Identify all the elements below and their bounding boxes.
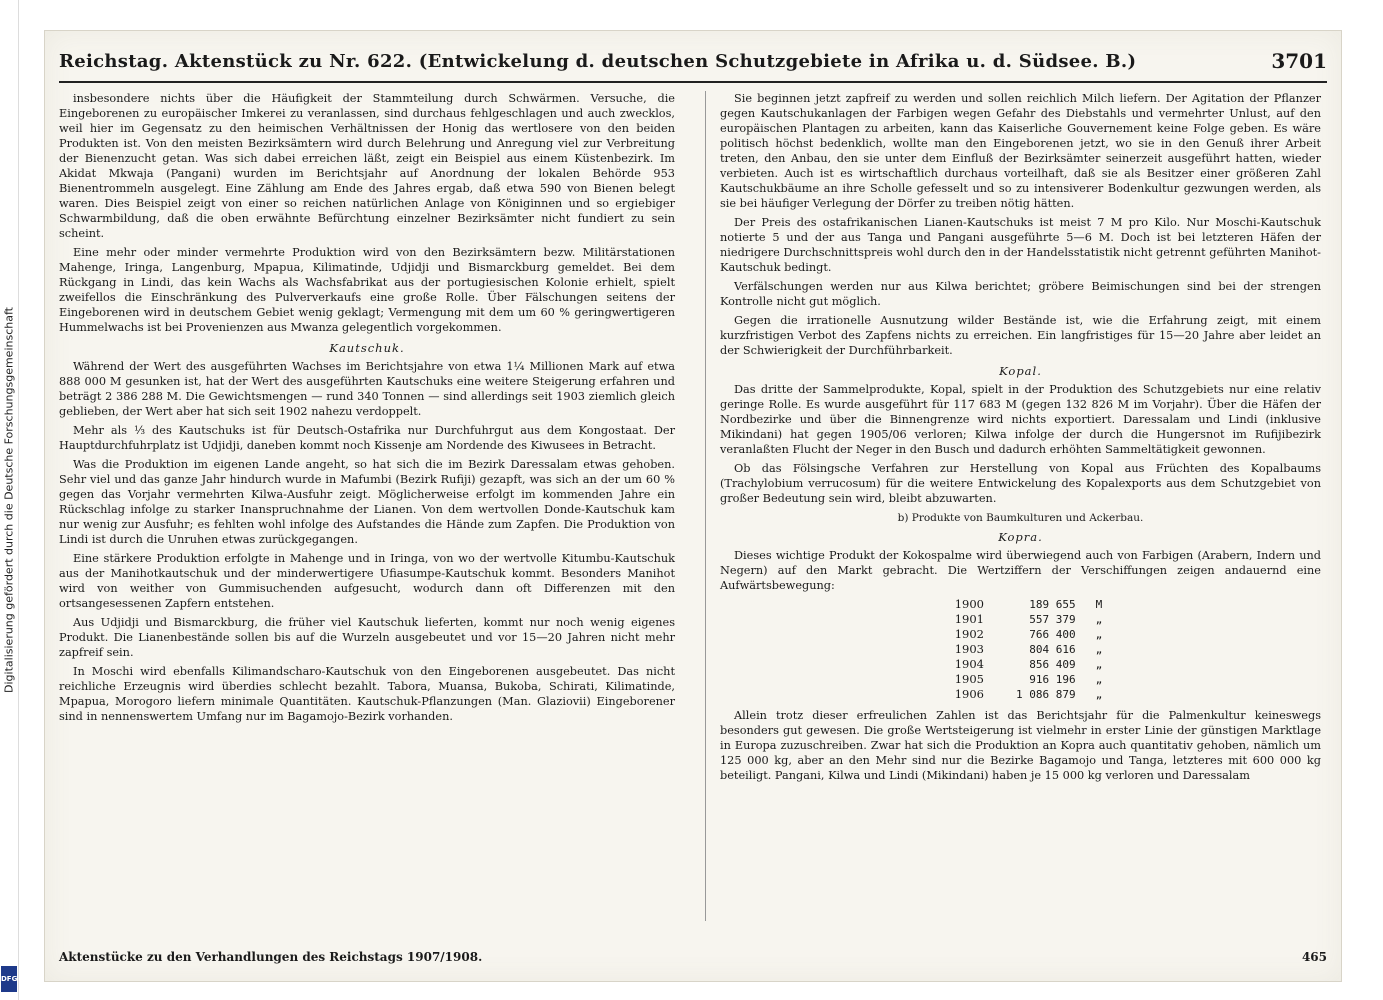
year-cell: 1901 (954, 612, 985, 626)
paragraph: Was die Produktion im eigenen Lande angeht, so hat sich die im Bezirk Daressalam etwas gehoben. Sehr viel und das ganze Jahr hindurch wurde in Mafumbi (Bezirk Rufiji) gezapft, was sich an der um 60 % gegen das Vorjahr vermehrten Kilwa-Ausfuhr zeigt. Möglicherweise erfolgt im kommenden Jahre ein Rückschlag infolge zu starker Inanspruchnahme der Lianen. Von dem wertvollen Donde-Kautschuk kam nur wenig zur Ausfuhr; es fehlten wohl infolge des Aufstandes die Hände zum Zapfen. Die Produktion von Lindi ist durch die Unruhen etwas zurückgegangen. (59, 458, 675, 546)
paragraph: insbesondere nichts über die Häufigkeit der Stammteilung durch Schwärmen. Versuche, die Eingeborenen zu europäischer Imkerei zu veranlassen, sind durchaus fehlgeschlagen und auch zwecklos, weil hier im Gegensatz zu den heimischen Verhältnissen der Honig das wertlosere von den beiden Produkten ist. Von den meisten Bezirksämtern wird durch Belehrung und Anregung viel zur Verbreitung der Bienenzucht getan. Was sich dabei erreichen läßt, zeigt ein Beispiel aus einem Küstenbezirk. Im Akidat Mkwaja (Pangani) wurden im Berichtsjahr auf Anordnung der lokalen Behörde 953 Bienentrommeln ausgelegt. Eine Zählung am Ende des Jahres ergab, daß etwa 590 von Bienen belegt waren. Dies Beispiel zeigt von einer so reichen natürlichen Anlage von Königinnen und so ergiebiger Schwarmbildung, daß die oben erwähnte Befürchtung einzelner Bezirksämter nicht fundiert zu sein scheint. (59, 92, 675, 240)
table-row (939, 612, 1103, 627)
unit-cell: „ (1095, 688, 1103, 701)
dfg-logo: DFG (1, 966, 17, 992)
section-heading-kautschuk: Kautschuk. (329, 341, 405, 355)
footer-page-number: 465 (1301, 950, 1327, 964)
table-row (939, 687, 1103, 702)
paragraph: Eine mehr oder minder vermehrte Produktion wird von den Bezirksämtern bezw. Militärstationen Mahenge, Iringa, Langenburg, Mpapua, Kilimatinde, Udjidji und Bismarckburg gemeldet. Bei dem Rückgang in Lindi, das kein Wachs als Wachsfabrikat aus der portugiesischen Kolonie erhielt, spielt zweifellos die Einschränkung des Pulververkaufs eine große Rolle. Über Fälschungen seitens der Eingeborenen wird in deutschem Gebiet wenig geklagt; Vermengung mit dem um 60 % geringwertigeren Hummelwachs ist bei Provenienzen aus Mwanza gelegentlich vorgekommen. (59, 246, 675, 334)
year-cell: 1905 (954, 672, 985, 686)
page-title: Reichstag. Aktenstück zu Nr. 622. (Entwickelung d. deutschen Schutzgebiete in Afrika u. d. Südsee. B.) (59, 50, 1137, 72)
right-column (705, 91, 1327, 921)
table-row (939, 627, 1103, 642)
unit-cell: „ (1095, 613, 1103, 626)
value-cell: 856 409 (1029, 658, 1076, 671)
year-cell: 1904 (954, 657, 985, 671)
section-heading-kopra: Kopra. (998, 530, 1043, 544)
section-heading-kopal: Kopal. (999, 364, 1042, 378)
paragraph: Das dritte der Sammelprodukte, Kopal, spielt in der Produktion des Schutzgebiets nur eine relativ geringe Rolle. Es wurde ausgeführt für 117 683 M (gegen 132 826 M im Vorjahr). Über die Häfen der Nordbezirke und über die Binnengrenze wird nichts exportiert. Daressalam und Lindi (inklusive Mikindani) hat gegen 1905/06 verloren; Kilwa infolge der durch die Hungersnot im Rufijibezirk veranlaßten Flucht der Neger in den Busch und dadurch erhöhten Sammeltätigkeit gewonnen. (720, 383, 1321, 456)
unit-cell: M (1095, 598, 1103, 611)
paragraph: Der Preis des ostafrikanischen Lianen-Kautschuks ist meist 7 M pro Kilo. Nur Moschi-Kautschuk notierte 5 und der aus Tanga und Pangani ausgeführte 5—6 M. Doch ist bei letzteren Häfen der niedrigere Durchschnittspreis wohl durch den in der Handelsstatistik nicht getrennt geführten Manihot-Kautschuk bedingt. (720, 216, 1321, 274)
paragraph: In Moschi wird ebenfalls Kilimandscharo-Kautschuk von den Eingeborenen ausgebeutet. Das nicht reichliche Erzeugnis wird überdies schlecht bezahlt. Tabora, Muansa, Bukoba, Schirati, Kilimatinde, Mpapua, Morogoro liefern minimale Quantitäten. Kautschuk-Pflanzungen (Man. Glaziovii) Eingeborener sind in nennenswertem Umfang nur im Bagamojo-Bezirk vorhanden. (59, 665, 675, 723)
table-row (939, 657, 1103, 672)
digitization-credit-sidebar (0, 0, 19, 1000)
scanned-page (44, 30, 1342, 982)
unit-cell: „ (1095, 643, 1103, 656)
year-cell: 1906 (954, 687, 985, 701)
paragraph: Sie beginnen jetzt zapfreif zu werden und sollen reichlich Milch liefern. Der Agitation der Pflanzer gegen Kautschukanlagen der Farbigen wegen Gefahr des Diebstahls und vermehrter Unlust, auf den europäischen Plantagen zu arbeiten, kann das Kaiserliche Gouvernement keine Folge geben. Es wäre politisch höchst bedenklich, wollte man den Eingeborenen jetzt, wo sie in den Genuß ihrer Arbeit treten, den Anbau, den sie unter dem Einfluß der Bezirksämter seinerzeit ausgeführt hatten, wieder verbieten. Auch ist es wirtschaftlich durchaus vorteilhaft, daß sie als Besitzer einer größeren Zahl Kautschukbäume an ihre Scholle gefesselt und so zu intensiverer Bodenkultur gezwungen werden, als sie bei häufiger Verlegung der Dörfer zu treiben nötig hätten. (720, 92, 1321, 210)
value-cell: 1 086 879 (1016, 688, 1076, 701)
text-columns (59, 91, 1327, 921)
table-row (939, 597, 1103, 612)
year-cell: 1900 (954, 597, 985, 611)
paragraph: Gegen die irrationelle Ausnutzung wilder Bestände ist, wie die Erfahrung zeigt, mit einem kurzfristigen Verbot des Zapfens nichts zu erreichen. Ein langfristiges für 15—20 Jahre aber leidet an der Schwierigkeit der Durchführbarkeit. (720, 314, 1321, 357)
value-cell: 766 400 (1029, 628, 1076, 641)
subsection-heading: b) Produkte von Baumkulturen und Ackerbau. (897, 512, 1144, 524)
page-number: 3701 (1271, 49, 1327, 73)
digitization-credit-text: Digitalisierung gefördert durch die Deutsche Forschungsgemeinschaft (2, 307, 16, 693)
page-footer (59, 945, 1327, 969)
value-cell: 557 379 (1029, 613, 1076, 626)
paragraph: Allein trotz dieser erfreulichen Zahlen ist das Berichtsjahr für die Palmenkultur keineswegs besonders gut gewesen. Die große Wertsteigerung ist vielmehr in erster Linie der günstigen Marktlage in Europa zuzuschreiben. Zwar hat sich die Produktion an Kopra auch quantitativ gehoben, nämlich um 125 000 kg, aber an den Mehr sind nur die Bezirke Bagamojo und Tanga, letzteres mit 600 000 kg beteiligt. Pangani, Kilwa und Lindi (Mikindani) haben je 15 000 kg verloren und Daressalam (720, 709, 1321, 782)
paragraph: Dieses wichtige Produkt der Kokospalme wird überwiegend auch von Farbigen (Arabern, Indern und Negern) auf den Markt gebracht. Die Wertziffern der Verschiffungen zeigen andauernd eine Aufwärtsbewegung: (720, 549, 1321, 592)
paragraph: Während der Wert des ausgeführten Wachses im Berichtsjahre von etwa 1¼ Millionen Mark auf etwa 888 000 M gesunken ist, hat der Wert des ausgeführten Kautschuks eine weitere Steigerung erfahren und beträgt 2 386 288 M. Die Gewichtsmengen — rund 340 Tonnen — sind allerdings seit 1903 ziemlich gleich geblieben, der Wert aber hat sich seit 1902 nahezu verdoppelt. (59, 360, 675, 418)
year-cell: 1903 (954, 642, 985, 656)
table-row (939, 672, 1103, 687)
paragraph: Verfälschungen werden nur aus Kilwa berichtet; gröbere Beimischungen sind bei der strengen Kontrolle nicht gut möglich. (720, 280, 1321, 308)
unit-cell: „ (1095, 628, 1103, 641)
year-cell: 1902 (954, 627, 985, 641)
value-cell: 804 616 (1029, 643, 1076, 656)
left-column (59, 91, 681, 921)
value-cell: 916 196 (1029, 673, 1076, 686)
paragraph: Mehr als ⅓ des Kautschuks ist für Deutsch-Ostafrika nur Durchfuhrgut aus dem Kongostaat. Der Hauptdurchfuhrplatz ist Udjidji, daneben kommt noch Kissenje am Nordende des Kiwusees in Betracht. (59, 424, 675, 452)
paragraph: Ob das Fölsingsche Verfahren zur Herstellung von Kopal aus Früchten des Kopalbaums (Trachylobium verrucosum) für die weitere Entwickelung des Kopalexports aus dem Schutzgebiet von großer Bedeutung sein wird, bleibt abzuwarten. (720, 462, 1321, 505)
page-header (59, 41, 1327, 83)
paragraph: Aus Udjidji und Bismarckburg, die früher viel Kautschuk lieferten, kommt nur noch wenig eigenes Produkt. Die Lianenbestände sollen bis auf die Wurzeln ausgebeutet und vor 15—20 Jahren nicht mehr zapfreif sein. (59, 616, 675, 659)
table-row (939, 642, 1103, 657)
value-cell: 189 655 (1029, 598, 1076, 611)
kopra-export-table (939, 597, 1103, 702)
unit-cell: „ (1095, 658, 1103, 671)
footer-source: Aktenstücke zu den Verhandlungen des Reichstags 1907/1908. (59, 950, 483, 964)
paragraph: Eine stärkere Produktion erfolgte in Mahenge und in Iringa, von wo der wertvolle Kitumbu-Kautschuk aus der Manihotkautschuk und der minderwertigere Ufiasumpe-Kautschuk kommt. Besonders Manihot wird von weither von Gummisuchenden aufgesucht, wodurch dann oft Differenzen mit den ortsangesessenen Zapfern entstehen. (59, 552, 675, 610)
unit-cell: „ (1095, 673, 1103, 686)
